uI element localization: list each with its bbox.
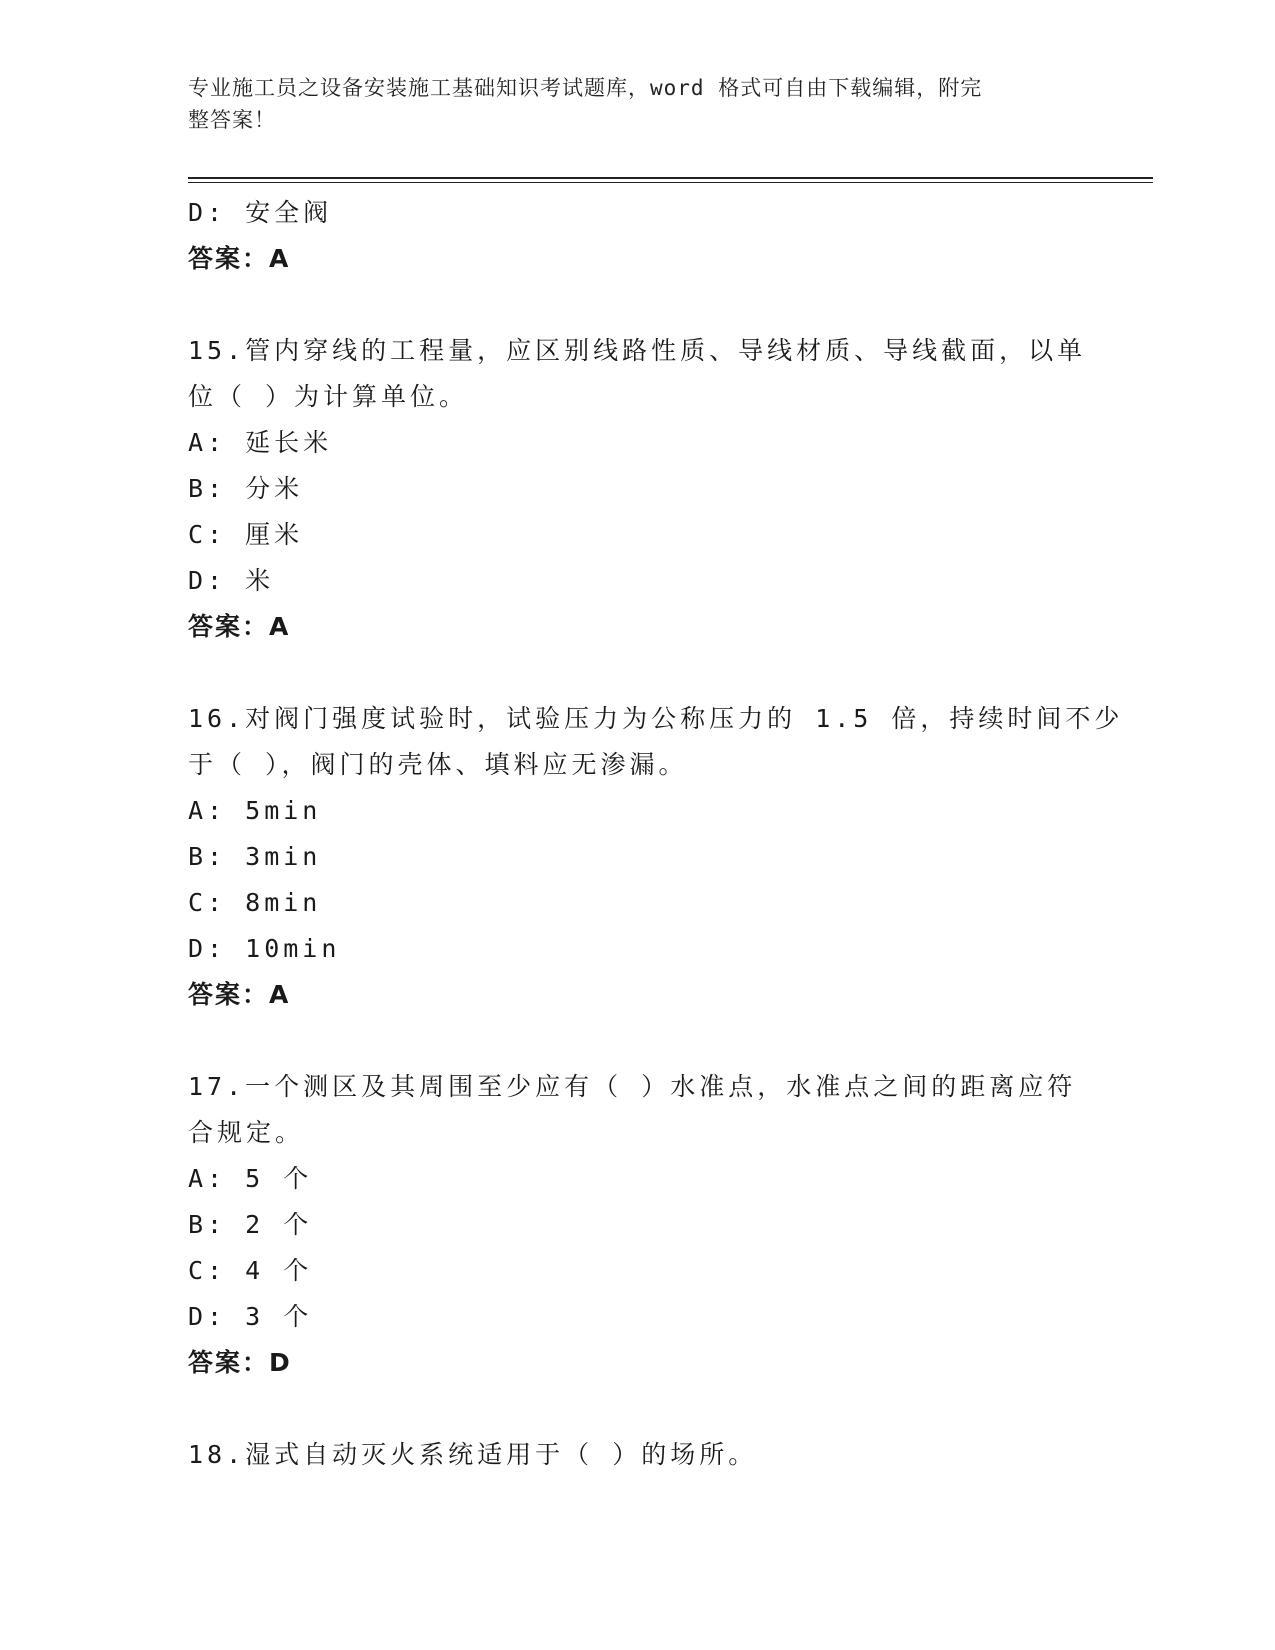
question-list bbox=[188, 190, 1124, 1478]
question-stem-line-1: 18.湿式自动灭火系统适用于（ ）的场所。 bbox=[188, 1440, 758, 1469]
question-16 bbox=[188, 696, 1124, 1018]
answer-line: 答案：A bbox=[188, 244, 291, 273]
option-c: C: 4 个 bbox=[188, 1256, 313, 1285]
header-divider-thin bbox=[188, 182, 1153, 183]
question-stem-line-2: 合规定。 bbox=[188, 1118, 305, 1147]
answer-line: 答案：D bbox=[188, 1348, 292, 1377]
question-stem-line-1: 15.管内穿线的工程量，应区别线路性质、导线材质、导线截面，以单 bbox=[188, 336, 1087, 365]
spacer bbox=[188, 282, 1088, 328]
question-stem-line-2: 位（ ）为计算单位。 bbox=[188, 382, 469, 411]
option-a: A: 5min bbox=[188, 796, 322, 825]
header-title-line-1: 专业施工员之设备安装施工基础知识考试题库，word 格式可自由下载编辑，附完 bbox=[188, 76, 983, 100]
option-d: D: 米 bbox=[188, 566, 275, 595]
option-d: D: 安全阀 bbox=[188, 198, 333, 227]
question-stem-line-1: 17.一个测区及其周围至少应有（ ）水准点，水准点之间的距离应符 bbox=[188, 1072, 1077, 1101]
answer-line: 答案：A bbox=[188, 980, 291, 1009]
option-c: C: 厘米 bbox=[188, 520, 304, 549]
spacer bbox=[188, 1018, 1088, 1064]
option-b: B: 分米 bbox=[188, 474, 304, 503]
option-a: A: 5 个 bbox=[188, 1164, 313, 1193]
option-d: D: 3 个 bbox=[188, 1302, 313, 1331]
option-d: D: 10min bbox=[188, 934, 341, 963]
question-17 bbox=[188, 1064, 1088, 1386]
spacer bbox=[188, 650, 1088, 696]
option-a: A: 延长米 bbox=[188, 428, 333, 457]
answer-line: 答案：A bbox=[188, 612, 291, 641]
question-stem-line-1: 16.对阀门强度试验时，试验压力为公称压力的 1.5 倍，持续时间不少 bbox=[188, 704, 1124, 733]
spacer bbox=[188, 1386, 1088, 1432]
option-b: B: 3min bbox=[188, 842, 322, 871]
previous-question-tail bbox=[188, 190, 1088, 282]
option-c: C: 8min bbox=[188, 888, 322, 917]
question-18 bbox=[188, 1432, 1088, 1478]
question-15 bbox=[188, 328, 1088, 650]
option-b: B: 2 个 bbox=[188, 1210, 313, 1239]
header-title-line-2: 整答案！ bbox=[188, 108, 276, 132]
document-header bbox=[188, 72, 1068, 136]
header-divider-thick bbox=[188, 177, 1153, 179]
question-stem-line-2: 于（ ），阀门的壳体、填料应无渗漏。 bbox=[188, 750, 688, 779]
